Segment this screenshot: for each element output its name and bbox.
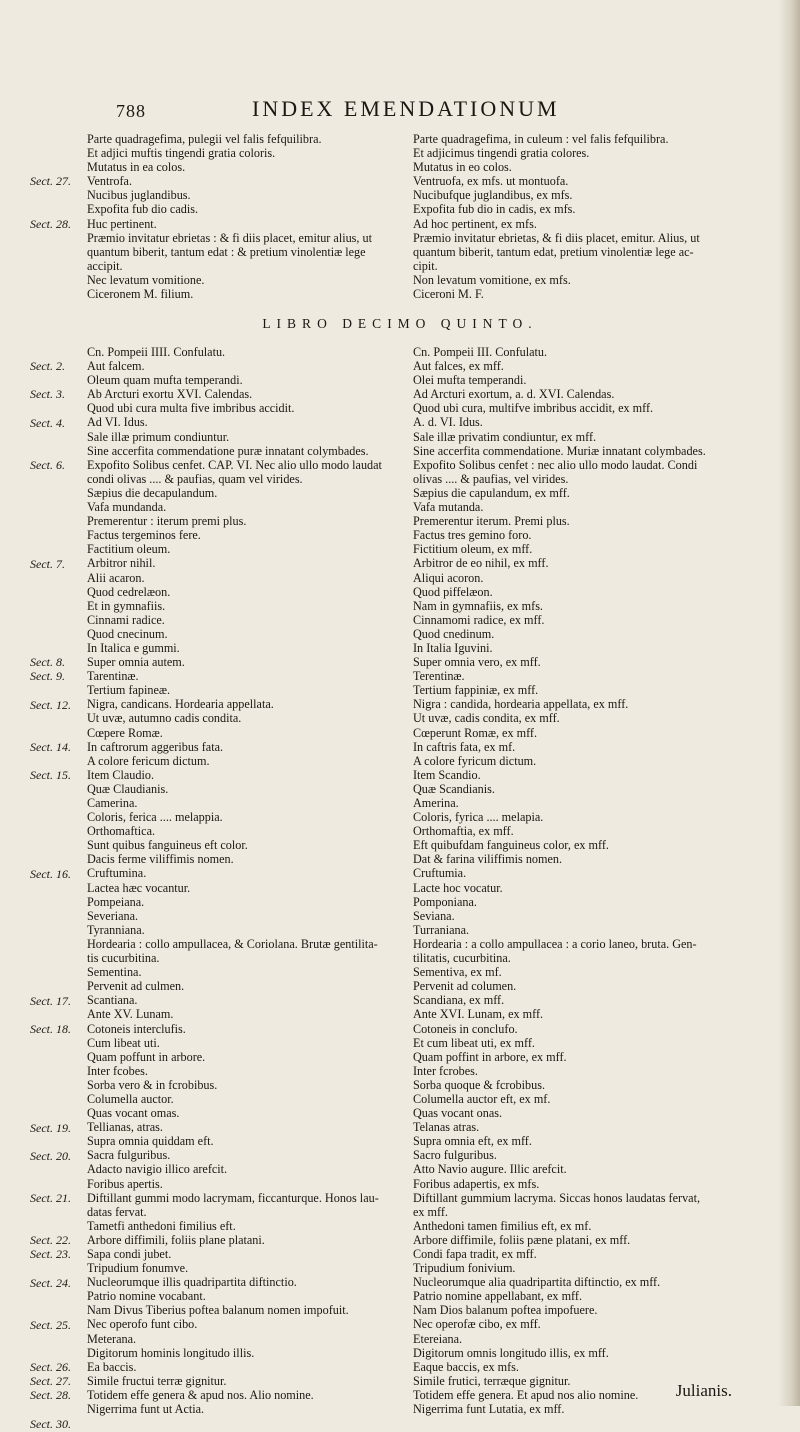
entry-line: Quod piffelæon.	[413, 584, 493, 599]
entry-line: Sine accerfita commendatione puræ innatant colymbades.	[87, 443, 369, 458]
entry-line: Quæ Claudianis.	[87, 781, 169, 796]
section-label: Sect. 7.	[30, 556, 65, 571]
section-label: Sect. 4.	[30, 415, 65, 430]
entry-line: Amerina.	[413, 796, 459, 810]
entry-line: Ventruofa, ex mfs. ut montuofa.	[413, 174, 569, 189]
entry-line: ex mff.	[413, 1204, 448, 1219]
entry-line: Diftillant gummium lacryma. Siccas honos laudatas fervat,	[413, 1190, 701, 1205]
entry-line: Supra omnia quiddam eft.	[87, 1134, 214, 1149]
page-edge	[778, 0, 800, 1406]
entry-line: Ut uvæ, autumno cadis condita.	[87, 711, 242, 726]
section-label: Sect. 21.	[30, 1191, 71, 1205]
entry-line: Sine accerfita commendatione. Muriæ innatant colymbades.	[413, 443, 706, 458]
entry-line: quantum biberit, tantum edat, pretium vinolentiæ lege ac-	[413, 244, 694, 259]
page-number: 788	[116, 101, 146, 121]
entry-line: Digitorum omnis longitudo illis, ex mff.	[413, 1345, 609, 1360]
entry-line: datas fervat.	[87, 1204, 147, 1219]
entry-line: Tripudium fonivium.	[413, 1261, 516, 1276]
section-label: Sect. 28.	[30, 216, 71, 231]
entry-line: In Italica e gummi.	[87, 640, 180, 655]
section-label: Sect. 25.	[30, 1317, 71, 1332]
entry-line: Ut uvæ, cadis condita, ex mff.	[413, 711, 560, 726]
entry-line: Vafa mundanda.	[87, 500, 167, 515]
entry-line: Meterana.	[87, 1331, 137, 1346]
section-label: Sect. 17.	[30, 993, 71, 1008]
entry-line: Pervenit ad culmen.	[87, 979, 185, 994]
entry-line: Premerentur : iterum premi plus.	[87, 514, 247, 529]
entry-line: Oleum quam mufta temperandi.	[87, 373, 243, 388]
entry-line: Nucibus juglandibus.	[87, 188, 191, 203]
section-label: Sect. 30.	[30, 1416, 71, 1431]
entry-line: Nam Divus Tiberius poftea balanum nomen impofuit.	[87, 1303, 349, 1318]
entry-line: Digitorum hominis longitudo illis.	[87, 1345, 255, 1360]
entry-line: Dat & farina viliffimis nomen.	[413, 852, 563, 867]
section-label: Sect. 14.	[30, 739, 71, 754]
entry-line: Dacis ferme viliffimis nomen.	[87, 852, 234, 867]
entry-line: Cum libeat uti.	[87, 1035, 160, 1050]
entry-line: Sorba quoque & fcrobibus.	[413, 1077, 546, 1092]
entry-line: Cn. Pompeii IIII. Confulatu.	[87, 345, 226, 359]
section-label: Sect. 28.	[30, 1388, 71, 1403]
entry-line: Tripudium fonumve.	[87, 1261, 189, 1276]
entry-line: Sæpius die decapulandum.	[87, 485, 218, 500]
entry-line: Atto Navio augure. Illic arefcit.	[413, 1162, 567, 1177]
section-label: Sect. 19.	[30, 1120, 71, 1135]
entry-line: Adacto navigio illico arefcit.	[87, 1162, 228, 1177]
entry-line: tilitatis, cucurbitina.	[413, 951, 511, 966]
section-label: Sect. 16.	[30, 866, 71, 881]
entry-line: Lactea hæc vocantur.	[87, 880, 191, 895]
section-label: Sect. 22.	[30, 1233, 71, 1248]
entry-line: Factitium oleum.	[87, 542, 171, 557]
entry-line: Aut falcem.	[87, 359, 145, 374]
entry-line: Quod cnedinum.	[413, 626, 495, 641]
entry-line: In Italia Iguvini.	[413, 640, 493, 655]
entry-line: Nucibufque juglandibus, ex mfs.	[413, 188, 573, 203]
section-label: Sect. 24.	[30, 1275, 71, 1290]
entry-line: Sacro fulguribus.	[413, 1148, 497, 1163]
section-label: Sect. 15.	[30, 768, 71, 782]
entry-line: Arbitror de eo nihil, ex mff.	[413, 556, 549, 571]
entry-line: Tametfi anthedoni fimilius eft.	[87, 1218, 236, 1233]
entry-line: Aut falces, ex mff.	[413, 359, 504, 374]
entry-line: Ad VI. Idus.	[87, 415, 148, 430]
entry-line: Nigra : candida, hordearia appellata, ex mff.	[413, 697, 629, 712]
entry-line: Seviana.	[413, 908, 455, 923]
entry-line: Cinnamomi radice, ex mff.	[413, 612, 545, 627]
entry-line: A. d. VI. Idus.	[413, 415, 483, 430]
entry-line: Tarentinæ.	[87, 669, 139, 684]
entry-line: Cruftumina.	[87, 866, 147, 881]
entry-line: Terentinæ.	[413, 669, 465, 684]
main-left-column	[87, 345, 405, 1416]
entry-line: Columella auctor.	[87, 1091, 174, 1106]
entry-line: Coloris, fyrica .... melapia.	[413, 810, 544, 825]
entry-line: Patrio nomine vocabant.	[87, 1289, 206, 1304]
entry-line: Ante XV. Lunam.	[87, 1007, 174, 1022]
entry-line: Totidem effe genera & apud nos. Alio nomine.	[87, 1387, 314, 1402]
entry-line: Inter fcobes.	[87, 1063, 148, 1078]
entry-line: Expofita fub dio cadis.	[87, 202, 199, 217]
entry-line: Cotoneis interclufis.	[87, 1021, 186, 1036]
entry-line: Sementiva, ex mf.	[413, 965, 502, 980]
entry-line: Sementina.	[87, 965, 142, 980]
entry-line: Pompeiana.	[87, 894, 145, 909]
entry-line: Sale illæ primum condiuntur.	[87, 429, 230, 444]
entry-line: Quas vocant omas.	[87, 1106, 180, 1121]
entry-line: Arbore diffimili, foliis plane platani.	[87, 1232, 265, 1247]
entry-line: Etereiana.	[413, 1331, 463, 1346]
entry-line: condi olivas .... & paufias, quam vel virides.	[87, 471, 303, 486]
entry-line: Ventrofa.	[87, 174, 133, 189]
entry-line: Factus tergeminos fere.	[87, 528, 201, 543]
entry-line: Inter fcrobes.	[413, 1063, 478, 1078]
entry-line: Vafa mutanda.	[413, 500, 484, 515]
entry-line: Scandiana, ex mff.	[413, 993, 505, 1008]
entry-line: Diftillant gummi modo lacrymam, ficcanturque. Honos lau-	[87, 1190, 379, 1205]
entry-line: Tertium fappiniæ, ex mff.	[413, 683, 539, 698]
entry-line: Sacra fulguribus.	[87, 1148, 171, 1163]
entry-line: Scantiana.	[87, 993, 138, 1008]
entry-line: olivas .... & paufias, vel virides.	[413, 471, 569, 486]
section-label: Sect. 9.	[30, 669, 65, 684]
entry-line: Expofito Solibus cenfet. CAP. VI. Nec alio ullo modo laudat	[87, 457, 382, 472]
entry-line: Sale illæ privatim condiuntur, ex mff.	[413, 429, 597, 444]
main-right-column	[413, 345, 778, 1416]
entry-line: Condi fapa tradit, ex mff.	[413, 1247, 537, 1261]
entry-line: Ciceroni M. F.	[413, 287, 484, 302]
entry-line: Nucleorumque illis quadripartita diftinctio.	[87, 1275, 297, 1290]
entry-line: Cœpere Romæ.	[87, 725, 163, 740]
entry-line: Quod cedrelæon.	[87, 584, 171, 599]
entry-line: Nam Dios balanum poftea impofuere.	[413, 1303, 598, 1318]
entry-line: Aliqui acoron.	[413, 570, 484, 585]
entry-line: Nec levatum vomitione.	[87, 272, 205, 287]
entry-line: Quod cnecinum.	[87, 626, 168, 641]
section-label: Sect. 18.	[30, 1021, 71, 1036]
entry-line: cipit.	[413, 258, 438, 273]
entry-line: Item Scandio.	[413, 767, 481, 782]
entry-line: Quod ubi cura multa five imbribus accidit.	[87, 401, 295, 416]
entry-line: Et adjici muftis tingendi gratia coloris.	[87, 146, 276, 161]
entry-line: Item Claudio.	[87, 767, 155, 782]
entry-line: Foribus adapertis, ex mfs.	[413, 1176, 540, 1191]
entry-line: Super omnia vero, ex mff.	[413, 655, 541, 670]
section-label: Sect. 20.	[30, 1148, 71, 1163]
entry-line: Cruftumia.	[413, 866, 467, 881]
entry-line: Quod ubi cura, multifve imbribus accidit, ex mff.	[413, 401, 654, 416]
entry-line: Pervenit ad columen.	[413, 979, 517, 994]
entry-line: Telanas atras.	[413, 1120, 480, 1135]
entry-line: Expofito Solibus cenfet : nec alio ullo modo laudat. Condi	[413, 457, 698, 472]
entry-line: Turraniana.	[413, 922, 470, 937]
entry-line: Et in gymnafiis.	[87, 598, 166, 613]
entry-line: accipit.	[87, 258, 123, 273]
entry-line: Eft quibufdam fanguineus color, ex mff.	[413, 838, 609, 853]
entry-line: Sapa condi jubet.	[87, 1247, 172, 1261]
entry-line: Olei mufta temperandi.	[413, 373, 527, 388]
entry-line: Fictitium oleum, ex mff.	[413, 542, 533, 557]
entry-line: Premerentur iterum. Premi plus.	[413, 514, 570, 529]
entry-line: Simile fructui terræ gignitur.	[87, 1373, 227, 1388]
entry-line: Expofita fub dio in cadis, ex mfs.	[413, 202, 576, 217]
entry-line: Cœperunt Romæ, ex mff.	[413, 725, 538, 740]
entry-line: Et adjicimus tingendi gratia colores.	[413, 146, 590, 161]
entry-line: Super omnia autem.	[87, 655, 185, 670]
entry-line: Ad Arcturi exortum, a. d. XVI. Calendas.	[413, 387, 615, 402]
section-label: Sect. 26.	[30, 1360, 71, 1375]
entry-line: Ea baccis.	[87, 1359, 137, 1374]
entry-line: Ab Arcturi exortu XVI. Calendas.	[87, 387, 253, 402]
entry-line: Hordearia : a collo ampullacea : a corio laneo, bruta. Gen-	[413, 936, 697, 951]
entry-line: Nigerrima funt Lutatia, ex mff.	[413, 1402, 565, 1417]
entry-line: Huc pertinent.	[87, 216, 157, 231]
entry-line: Ad hoc pertinent, ex mfs.	[413, 216, 537, 231]
entry-line: Pomponiana.	[413, 894, 477, 909]
top-left-column	[87, 132, 405, 301]
entry-line: Patrio nomine appellabant, ex mff.	[413, 1289, 583, 1304]
section-label: Sect. 8.	[30, 655, 65, 670]
entry-line: Severiana.	[87, 908, 139, 923]
entry-line: Cinnami radice.	[87, 612, 165, 627]
top-right-column	[413, 132, 778, 301]
entry-line: Simile frutici, terræque gignitur.	[413, 1373, 571, 1388]
entry-line: Sorba vero & in fcrobibus.	[87, 1077, 218, 1092]
entry-line: tis cucurbitina.	[87, 951, 160, 966]
entry-line: Tellianas, atras.	[87, 1120, 163, 1135]
entry-line: Quam poffunt in arbore.	[87, 1049, 206, 1064]
section-label: Sect. 6.	[30, 457, 65, 472]
entry-line: Nam in gymnafiis, ex mfs.	[413, 598, 543, 613]
entry-line: Supra omnia eft, ex mff.	[413, 1134, 532, 1149]
entry-line: Columella auctor eft, ex mf.	[413, 1091, 551, 1106]
entry-line: Parte quadragefima, pulegii vel falis fefquilibra.	[87, 132, 322, 146]
entry-line: Hordearia : collo ampullacea, & Coriolana. Brutæ gentilita-	[87, 936, 378, 951]
entry-line: A colore fyricum dictum.	[413, 753, 537, 768]
entry-line: Arbore diffimile, foliis pæne platani, ex mff.	[413, 1232, 631, 1247]
entry-line: Alii acaron.	[87, 570, 145, 585]
entry-line: Nigra, candicans. Hordearia appellata.	[87, 697, 274, 712]
entry-line: Foribus apertis.	[87, 1176, 163, 1191]
entry-line: Tertium fapineæ.	[87, 683, 171, 698]
entry-line: A colore fericum dictum.	[87, 753, 210, 768]
entry-line: Coloris, ferica .... melappia.	[87, 810, 223, 825]
book-heading: LIBRO DECIMO QUINTO.	[262, 316, 538, 331]
entry-line: Nec operofæ cibo, ex mff.	[413, 1317, 541, 1332]
entry-line: Eaque baccis, ex mfs.	[413, 1359, 519, 1374]
entry-line: Cn. Pompeii III. Confulatu.	[413, 345, 548, 359]
entry-line: In caftris fata, ex mf.	[413, 739, 516, 754]
entry-line: Orthomaftia, ex mff.	[413, 824, 514, 839]
section-label: Sect. 3.	[30, 387, 65, 402]
section-label: Sect. 23.	[30, 1247, 71, 1262]
entry-line: Nigerrima funt ut Actia.	[87, 1402, 205, 1417]
entry-line: Mutatus in ea colos.	[87, 160, 186, 175]
entry-line: Totidem effe genera. Et apud nos alio nomine.	[413, 1387, 639, 1402]
entry-line: Ciceronem M. filium.	[87, 287, 194, 302]
entry-line: Anthedoni tamen fimilius eft, ex mf.	[413, 1218, 592, 1233]
entry-line: Orthomaftica.	[87, 824, 156, 839]
entry-line: Præmio invitatur ebrietas, & fi diis placet, emitur. Alius, ut	[413, 230, 700, 245]
section-label: Sect. 27.	[30, 1374, 71, 1389]
entry-line: Camerina.	[87, 796, 138, 810]
entry-line: Non levatum vomitione, ex mfs.	[413, 272, 571, 287]
entry-line: Sunt quibus fanguineus eft color.	[87, 838, 248, 853]
entry-line: Quæ Scandianis.	[413, 781, 495, 796]
entry-line: In caftrorum aggeribus fata.	[87, 739, 224, 754]
entry-line: Quas vocant onas.	[413, 1106, 503, 1121]
entry-line: quantum biberit, tantum edat : & pretium vinolentiæ lege	[87, 244, 366, 259]
running-title: INDEX EMENDATIONUM	[252, 96, 560, 121]
entry-line: Tyranniana.	[87, 922, 145, 937]
entry-line: Arbitror nihil.	[87, 556, 156, 571]
entry-line: Factus tres gemino foro.	[413, 528, 532, 543]
section-label: Sect. 12.	[30, 697, 71, 712]
entry-line: Quam poffint in arbore, ex mff.	[413, 1049, 567, 1064]
entry-line: Cotoneis in conclufo.	[413, 1021, 518, 1036]
entry-line: Et cum libeat uti, ex mff.	[413, 1035, 535, 1050]
entry-line: Sæpius die capulandum, ex mff.	[413, 485, 570, 500]
entry-line: Mutatus in eo colos.	[413, 160, 512, 175]
catchword: Julianis.	[675, 1381, 732, 1400]
section-label: Sect. 2.	[30, 359, 65, 374]
entry-line: Nec operofo funt cibo.	[87, 1317, 198, 1332]
entry-line: Præmio invitatur ebrietas : & fi diis placet, emitur alius, ut	[87, 230, 373, 245]
section-label: Sect. 27.	[30, 174, 71, 189]
entry-line: Lacte hoc vocatur.	[413, 880, 503, 895]
entry-line: Nucleorumque alia quadripartita diftinctio, ex mff.	[413, 1275, 661, 1290]
entry-line: Ante XVI. Lunam, ex mff.	[413, 1007, 544, 1022]
entry-line: Parte quadragefima, in culeum : vel falis fefquilibra.	[413, 132, 669, 146]
